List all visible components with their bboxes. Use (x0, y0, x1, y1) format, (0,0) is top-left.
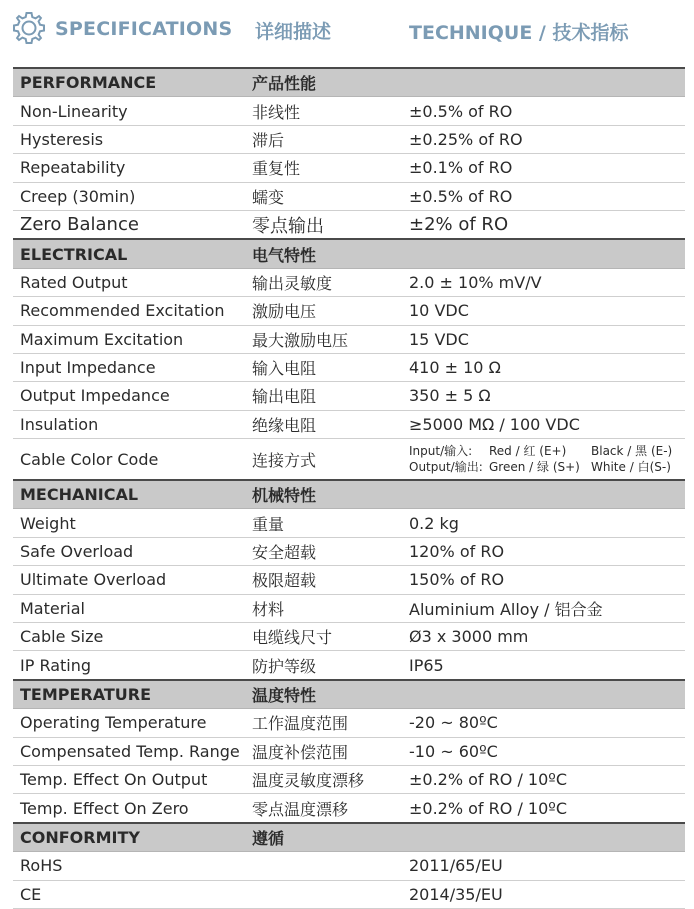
param-name-cn: 蠕变 (245, 182, 402, 210)
param-name-cn: 激励电压 (245, 297, 402, 325)
param-value: 150% of RO (402, 566, 685, 594)
param-name-en: RoHS (13, 852, 245, 880)
param-value: ±0.5% of RO (402, 182, 685, 210)
spec-row (13, 353, 685, 381)
param-name-cn: 温度补偿范围 (245, 737, 402, 765)
spec-row (13, 509, 685, 537)
cable-output-label: Output/输出: (409, 460, 483, 475)
param-value: 2014/35/EU (402, 880, 685, 908)
param-name-en: Safe Overload (13, 537, 245, 565)
spec-row (13, 651, 685, 680)
param-name-en: Recommended Excitation (13, 297, 245, 325)
param-value: IP65 (402, 651, 685, 680)
param-name-cn: 防护等级 (245, 651, 402, 680)
spec-row (13, 709, 685, 737)
param-name-cn: 重量 (245, 509, 402, 537)
spec-row (13, 410, 685, 438)
param-value: 0.2 kg (402, 509, 685, 537)
param-value: ±0.2% of RO / 10ºC (402, 794, 685, 823)
param-name-en: Cable Color Code (13, 439, 245, 481)
param-name-cn (245, 852, 402, 880)
spec-row (13, 623, 685, 651)
param-name-cn: 安全超载 (245, 537, 402, 565)
spec-row (13, 268, 685, 296)
param-value: ±0.25% of RO (402, 125, 685, 153)
param-name-en: Non-Linearity (13, 97, 245, 125)
param-name-en: Ultimate Overload (13, 566, 245, 594)
param-name-en: Operating Temperature (13, 709, 245, 737)
param-value: -20 ~ 80ºC (402, 709, 685, 737)
param-value: Aluminium Alloy / 铝合金 (402, 594, 685, 622)
section-title-cn: 遵循 (245, 823, 402, 852)
spec-row (13, 182, 685, 210)
section-blank (402, 480, 685, 509)
spec-row (13, 439, 685, 481)
title-technique: TECHNIQUE / 技术指标 (409, 22, 629, 44)
param-name-en: Cable Size (13, 623, 245, 651)
param-name-cn: 输出电阻 (245, 382, 402, 410)
param-value: 2.0 ± 10% mV/V (402, 268, 685, 296)
section-blank (402, 823, 685, 852)
title-en: SPECIFICATIONS (55, 18, 233, 40)
title-cn: 详细描述 (255, 21, 332, 43)
param-name-cn: 电缆线尺寸 (245, 623, 402, 651)
section-title: MECHANICAL (13, 480, 245, 509)
param-name-en: Zero Balance (13, 210, 245, 239)
section-header-electrical (13, 239, 685, 268)
spec-row (13, 594, 685, 622)
param-value: ≥5000 MΩ / 100 VDC (402, 410, 685, 438)
param-value: 15 VDC (402, 325, 685, 353)
param-name-en: Rated Output (13, 268, 245, 296)
param-name-cn: 零点温度漂移 (245, 794, 402, 823)
param-value (402, 439, 685, 481)
param-value: ±2% of RO (402, 210, 685, 239)
cable-output-negative: White / 白(S-) (591, 460, 671, 475)
spec-row (13, 765, 685, 793)
cable-color-code (409, 443, 685, 475)
param-value: ±0.2% of RO / 10ºC (402, 765, 685, 793)
param-name-cn: 输入电阻 (245, 353, 402, 381)
spec-row (13, 737, 685, 765)
spec-row (13, 537, 685, 565)
param-value: 410 ± 10 Ω (402, 353, 685, 381)
section-title: CONFORMITY (13, 823, 245, 852)
spec-row (13, 154, 685, 182)
param-name-en: Temp. Effect On Zero (13, 794, 245, 823)
section-title-cn: 温度特性 (245, 680, 402, 709)
param-name-cn: 零点输出 (245, 210, 402, 239)
param-name-en: Output Impedance (13, 382, 245, 410)
spec-row (13, 880, 685, 908)
spec-table (13, 67, 685, 909)
param-name-en: Maximum Excitation (13, 325, 245, 353)
section-header-mechanical (13, 480, 685, 509)
spec-row (13, 794, 685, 823)
param-name-cn: 工作温度范围 (245, 709, 402, 737)
spec-row (13, 297, 685, 325)
cable-input-negative: Black / 黑 (E-) (591, 444, 673, 459)
spec-row (13, 97, 685, 125)
section-header-conformity (13, 823, 685, 852)
param-name-cn: 绝缘电阻 (245, 410, 402, 438)
param-name-cn: 最大激励电压 (245, 325, 402, 353)
param-name-en: IP Rating (13, 651, 245, 680)
cable-output-positive: Green / 绿 (S+) (489, 460, 580, 475)
spec-header (0, 0, 694, 60)
param-name-en: Insulation (13, 410, 245, 438)
section-title-cn: 电气特性 (245, 239, 402, 268)
spec-row (13, 852, 685, 880)
param-name-cn: 滞后 (245, 125, 402, 153)
cable-input-positive: Red / 红 (E+) (489, 444, 567, 459)
section-blank (402, 239, 685, 268)
param-name-en: Creep (30min) (13, 182, 245, 210)
param-value: ±0.5% of RO (402, 97, 685, 125)
param-value: 120% of RO (402, 537, 685, 565)
gear-icon (12, 11, 46, 45)
section-header-performance (13, 68, 685, 97)
param-name-cn: 连接方式 (245, 439, 402, 481)
section-title-cn: 产品性能 (245, 68, 402, 97)
param-name-en: Material (13, 594, 245, 622)
param-name-en: CE (13, 880, 245, 908)
param-name-en: Repeatability (13, 154, 245, 182)
section-blank (402, 680, 685, 709)
section-title: ELECTRICAL (13, 239, 245, 268)
section-title-cn: 机械特性 (245, 480, 402, 509)
spec-row (13, 325, 685, 353)
spec-row (13, 210, 685, 239)
param-name-cn: 非线性 (245, 97, 402, 125)
param-name-cn: 材料 (245, 594, 402, 622)
param-name-en: Weight (13, 509, 245, 537)
section-header-temperature (13, 680, 685, 709)
spec-row (13, 382, 685, 410)
param-value: 10 VDC (402, 297, 685, 325)
param-name-en: Input Impedance (13, 353, 245, 381)
param-name-en: Compensated Temp. Range (13, 737, 245, 765)
section-title: PERFORMANCE (13, 68, 245, 97)
param-name-cn (245, 880, 402, 908)
param-value: 2011/65/EU (402, 852, 685, 880)
cable-input-label: Input/输入: (409, 444, 473, 459)
section-blank (402, 68, 685, 97)
param-value: -10 ~ 60ºC (402, 737, 685, 765)
param-value: ±0.1% of RO (402, 154, 685, 182)
param-name-en: Hysteresis (13, 125, 245, 153)
param-value: 350 ± 5 Ω (402, 382, 685, 410)
spec-row (13, 566, 685, 594)
param-name-cn: 极限超载 (245, 566, 402, 594)
param-value: Ø3 x 3000 mm (402, 623, 685, 651)
param-name-en: Temp. Effect On Output (13, 765, 245, 793)
param-name-cn: 温度灵敏度漂移 (245, 765, 402, 793)
param-name-cn: 输出灵敏度 (245, 268, 402, 296)
spec-row (13, 125, 685, 153)
section-title: TEMPERATURE (13, 680, 245, 709)
param-name-cn: 重复性 (245, 154, 402, 182)
